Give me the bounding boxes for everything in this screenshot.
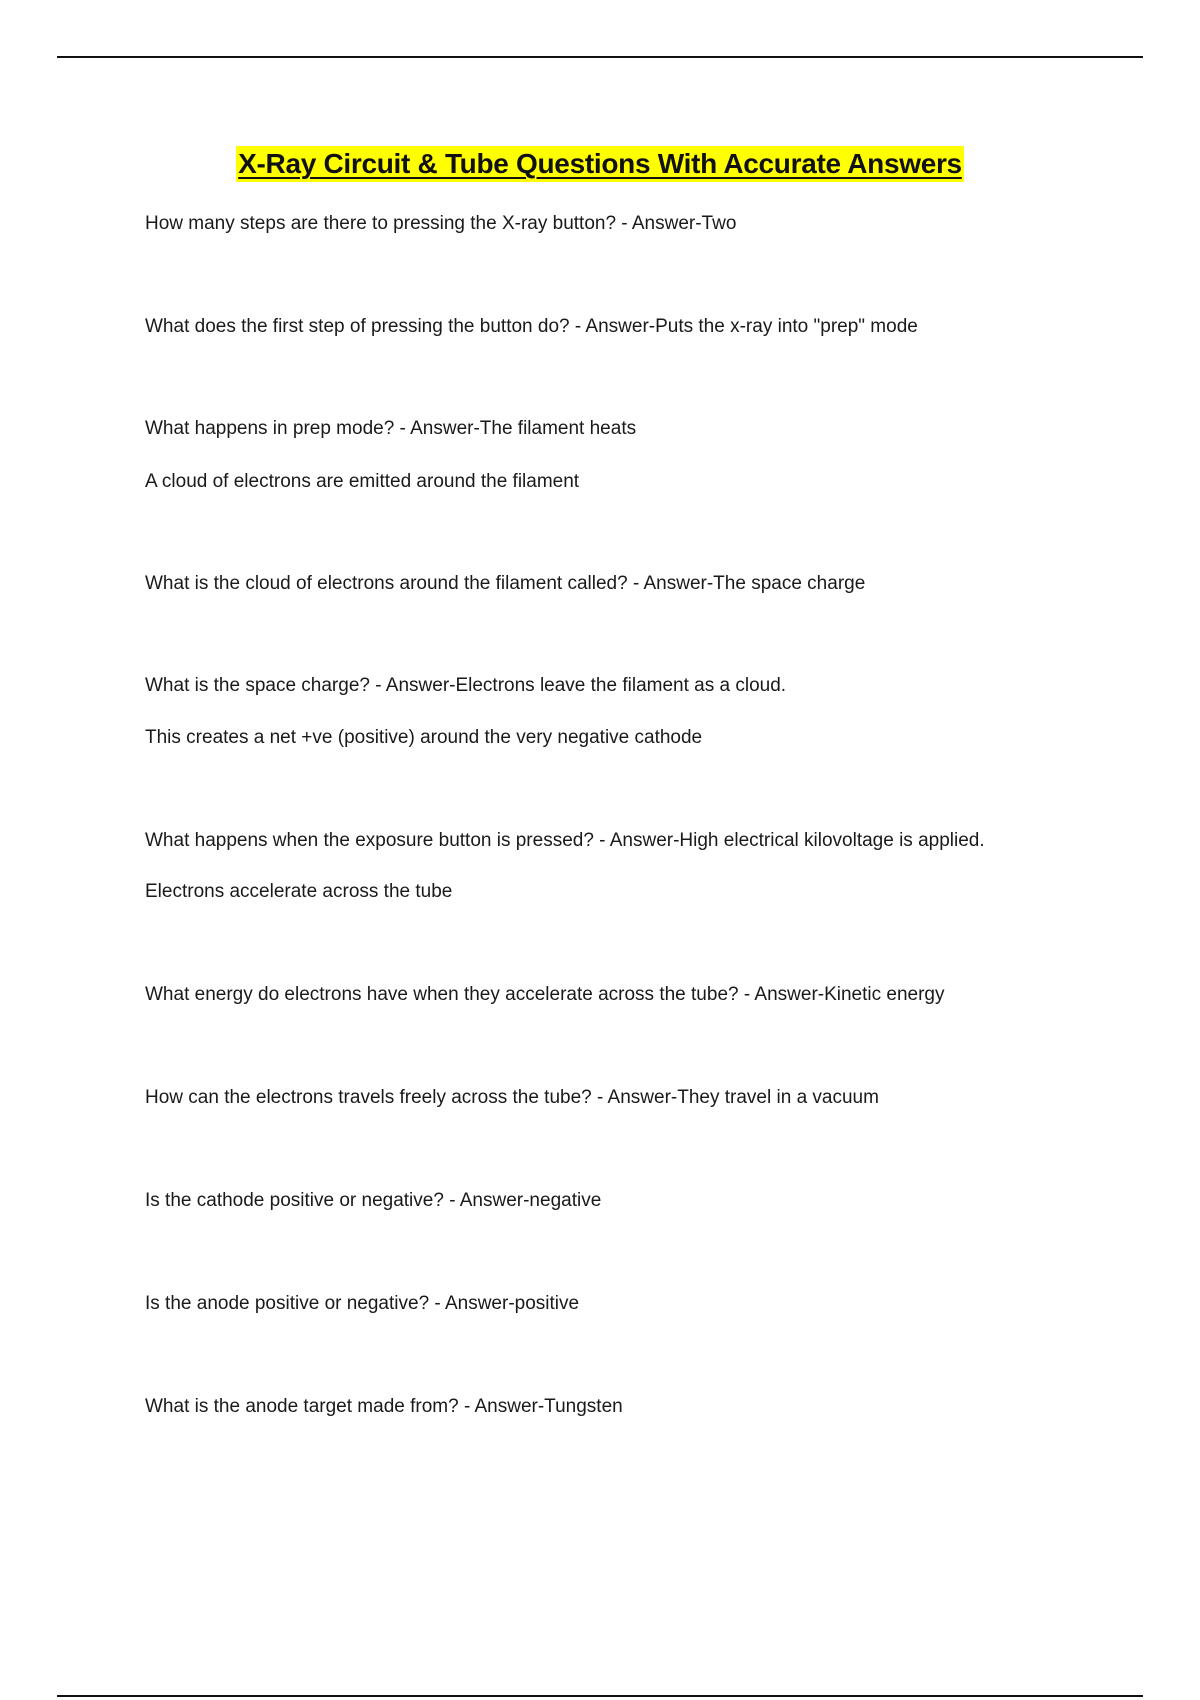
qa-line-4: A cloud of electrons are emitted around the filament <box>145 471 580 492</box>
qa-line-10: What energy do electrons have when they accelerate across the tube? - Answer-Kinetic energy <box>145 984 945 1005</box>
qa-line-8: What happens when the exposure button is pressed? - Answer-High electrical kilovoltage is applied. <box>145 830 985 851</box>
qa-line-13: Is the anode positive or negative? - Answer-positive <box>145 1293 580 1314</box>
qa-line-12: Is the cathode positive or negative? - Answer-negative <box>145 1190 602 1211</box>
qa-line-11: How can the electrons travels freely across the tube? - Answer-They travel in a vacuum <box>145 1087 879 1108</box>
qa-line-3: What happens in prep mode? - Answer-The filament heats <box>145 418 637 439</box>
header-rule <box>57 56 1143 58</box>
footer-rule <box>57 1695 1143 1697</box>
document-title: X-Ray Circuit & Tube Questions With Accurate Answers <box>236 146 964 182</box>
title-container <box>0 146 1200 182</box>
qa-line-6: What is the space charge? - Answer-Electrons leave the filament as a cloud. <box>145 675 787 696</box>
qa-line-14: What is the anode target made from? - Answer-Tungsten <box>145 1396 623 1417</box>
qa-line-5: What is the cloud of electrons around the filament called? - Answer-The space charge <box>145 573 866 594</box>
qa-line-2: What does the first step of pressing the button do? - Answer-Puts the x-ray into "prep" mode <box>145 316 918 337</box>
qa-line-7: This creates a net +ve (positive) around the very negative cathode <box>145 727 703 748</box>
qa-line-1: How many steps are there to pressing the X-ray button? - Answer-Two <box>145 213 737 234</box>
qa-line-9: Electrons accelerate across the tube <box>145 881 453 902</box>
